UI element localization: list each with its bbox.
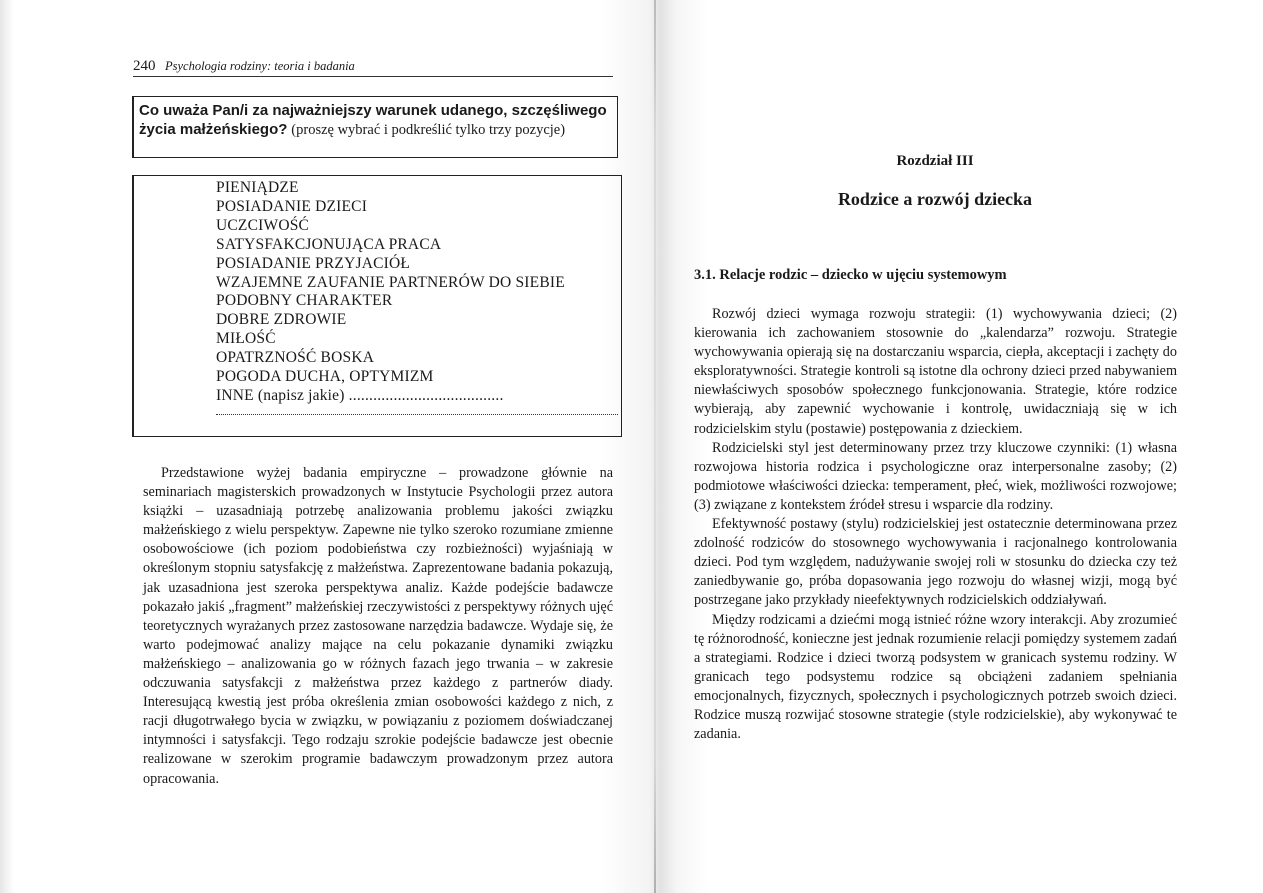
survey-option: INNE (napisz jakie) ......................................: [216, 386, 504, 404]
running-head: [133, 58, 613, 75]
body-paragraph: Rozwój dzieci wymaga rozwoju strategii: (1) wychowywania dzieci; (2) kierowania ich zachowaniem stosownie do „kalendarza” rozwoju. Strategie wychowywania opierają się na dostarczaniu wsparcia, ciepła, akceptacji i zachęty do eksploratywności. Strategie kontroli są istotne dla ochrony dzieci przed nabywaniem niewłaściwych sposobów społecznego funkcjonowania. Strategie, które rodzice wybierają, aby zapewnić wychowanie i kontrolę, uwidaczniają się w ich rodzicielskim stylu (postawie) postępowania z dzieckiem.: [694, 306, 1177, 437]
survey-options-box: [132, 175, 622, 437]
survey-option: POGODA DUCHA, OPTYMIZM: [216, 368, 434, 386]
survey-option: PIENIĄDZE: [216, 179, 299, 196]
survey-option: WZAJEMNE ZAUFANIE PARTNERÓW DO SIEBIE: [216, 273, 565, 291]
body-paragraph: Rodzicielski styl jest determinowany przez trzy kluczowe czynniki: (1) własna rozwojowa historia rodzica i psychologiczne oraz interpersonalne zasoby; (2) podmiotowe właściwości dziecka: temperament, płeć, wiek, możliwości rozwojowe; (3) związane z kontekstem źródeł stresu i wsparcie dla rodziny.: [694, 439, 1177, 513]
body-paragraph: Między rodzicami a dziećmi mogą istnieć różne wzory interakcji. Aby zrozumieć tę różnorodność, konieczne jest jednak rozumienie relacji pomiędzy systemem zadań a strategiami. Rodzice i dzieci tworzą podsystem w granicach systemu rodziny. W granicach tego podsystemu rodzice są obciążeni zadaniem spełniania emocjonalnych, fizycznych, społecznych i psychologicznych potrzeb swoich dzieci. Rodzice muszą rozwijać stosowne strategie (style rodzicielskie), aby wykonywać te zadania.: [694, 611, 1177, 743]
page-edge-shadow: [0, 0, 14, 893]
section-heading: 3.1. Relacje rodzic – dziecko w ujęciu systemowym: [694, 267, 1007, 283]
body-paragraph: Efektywność postawy (stylu) rodzicielskiej jest ostatecznie determinowana przez zdolność rodziców do stosownego wychowywania i racjonalnego kontrolowania dzieci. Pod tym względem, nadużywanie swojej roli w stosunku do dziecka czy też zaniedbywanie go, próba dopasowania jego rozwoju do własnej wizji, mogą być postrzegane jako przykłady nieefektywnych rodzicielskich oddziaływań.: [694, 516, 1177, 609]
book-spine-line: [654, 0, 656, 893]
header-rule: [133, 76, 613, 77]
survey-option: POSIADANIE PRZYJACIÓŁ: [216, 254, 411, 272]
survey-option: UCZCIWOŚĆ: [216, 216, 310, 234]
survey-option: OPATRZNOŚĆ BOSKA: [216, 349, 375, 367]
body-paragraph: Przedstawione wyżej badania empiryczne – prowadzone głównie na seminariach magisterskich prowadzonych w Instytucie Psychologii przez autora książki – uzasadniają potrzebę analizowania problemu jakości związku małżeńskiego z wielu perspektyw. Zapewne nie tylko szeroko rozumiane zmienne osobowościowe (ich poziom podobieństwa czy rozbieżności) wyjaśniają w określonym stopniu satysfakcję z małżeństwa. Zaprezentowane badania pokazują, jak uzasadniona jest szeroka perspektywa analiz. Każde podejście badawcze pokazało jakiś „fragment” małżeńskiej rzeczywistości z perspektywy różnych ujęć teoretycznych wyrażanych przez zastosowane narzędzia badawcze. Wydaje się, że warto podejmować analizy mające na celu pokazanie dynamiki związku małżeńskiego – analizowania go w różnych fazach jego trwania – w zakresie odczuwania satysfakcji z małżeństwa przez każdego z partnerów diady. Interesującą kwestią jest próba określenia zmian osobowości każdego z nich, z racji długotrwałego bycia w związku, w powiązaniu z poziomem doświadczanej intymności i satysfakcji. Tego rodzaju szrokie podejście badawcze jest obecnie realizowane w szerokim programie badawczym prowadzonym przez autora opracowania.: [143, 465, 613, 787]
chapter-label: Rozdział III: [896, 153, 974, 169]
survey-option: SATYSFAKCJONUJĄCA PRACA: [216, 235, 442, 253]
survey-option: DOBRE ZDROWIE: [216, 311, 347, 329]
survey-option: MIŁOŚĆ: [216, 330, 276, 348]
page-number: 240: [133, 58, 156, 74]
chapter-body: [694, 305, 1177, 744]
running-title: Psychologia rodziny: teoria i badania: [165, 59, 355, 73]
survey-option: PODOBNY CHARAKTER: [216, 292, 393, 310]
dotted-fill-line: [216, 414, 618, 415]
survey-question: Co uważa Pan/i za najważniejszy warunek udanego, szczęśliwego życia małżeńskiego?: [139, 102, 607, 138]
chapter-title: Rodzice a rozwój dziecka: [837, 189, 1033, 209]
survey-options-list: [216, 179, 565, 406]
survey-option: POSIADANIE DZIECI: [216, 197, 368, 215]
survey-question-box: [132, 96, 618, 158]
survey-instruction: (proszę wybrać i podkreślić tylko trzy pozycje): [291, 122, 566, 138]
